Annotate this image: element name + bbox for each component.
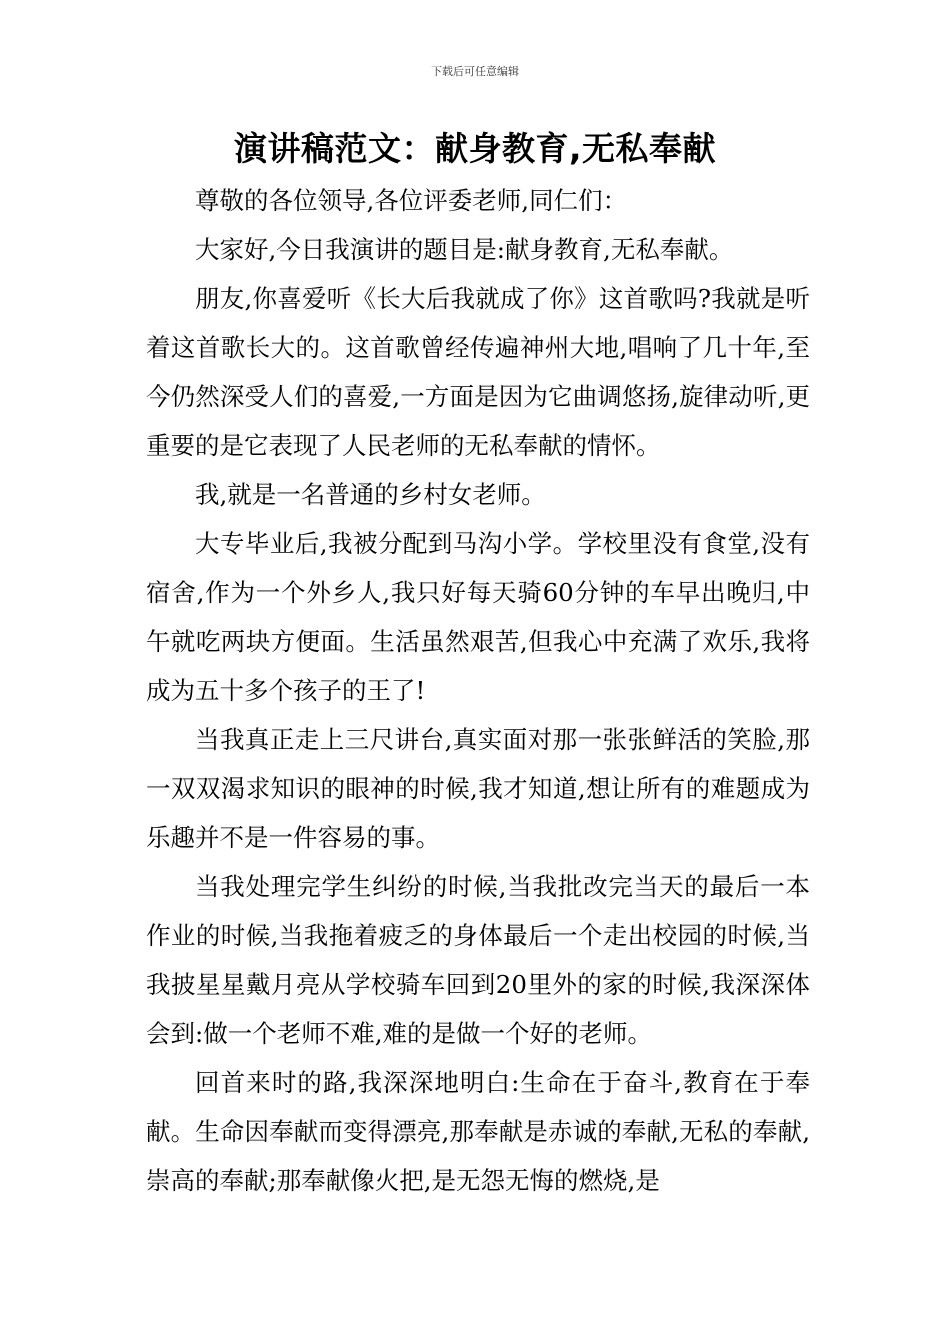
document-title: 演讲稿范文：献身教育,无私奉献 — [233, 129, 717, 168]
paragraph-greeting: 尊敬的各位领导,各位评委老师,同仁们： — [195, 186, 628, 215]
paragraph-topic: 大家好,今日我演讲的题目是:献身教育,无私奉献。 — [195, 235, 734, 264]
paragraph-assignment: 大专毕业后,我被分配到马沟小学。学校里没有食堂,没有宿舍,作为一个外乡人,我只好每天骑60分钟的车早出晚归,中午就吃两块方便面。生活虽然艰苦,但我心中充满了欢乐,我将成为五十多个孩子的王了! — [146, 529, 810, 705]
paragraph-reflection: 当我处理完学生纠纷的时候,当我批改完当天的最后一本作业的时候,当我拖着疲乏的身体最后一个走出校园的时候,当我披星星戴月亮从学校骑车回到20里外的家的时候,我深深体会到:做一个老师不难,难的是做一个好的老师。 — [146, 872, 810, 1048]
paragraph-dedication: 回首来时的路,我深深地明白:生命在于奋斗,教育在于奉献。生命因奉献而变得漂亮,那奉献是赤诚的奉献,无私的奉献,崇高的奉献;那奉献像火把,是无怨无悔的燃烧,是 — [146, 1068, 810, 1195]
document-body — [146, 176, 810, 1205]
paragraph-identity: 我,就是一名普通的乡村女老师。 — [195, 480, 546, 509]
header-note: 下载后可任意编辑 — [431, 65, 519, 78]
paragraph-classroom: 当我真正走上三尺讲台,真实面对那一张张鲜活的笑脸,那一双双渴求知识的眼神的时候,我才知道,想让所有的难题成为乐趣并不是一件容易的事。 — [146, 725, 810, 852]
paragraph-song: 朋友,你喜爱听《长大后我就成了你》这首歌吗?我就是听着这首歌长大的。这首歌曾经传遍神州大地,唱响了几十年,至今仍然深受人们的喜爱,一方面是因为它曲调悠扬,旋律动听,更重要的是它表现了人民老师的无私奉献的情怀。 — [146, 284, 810, 460]
